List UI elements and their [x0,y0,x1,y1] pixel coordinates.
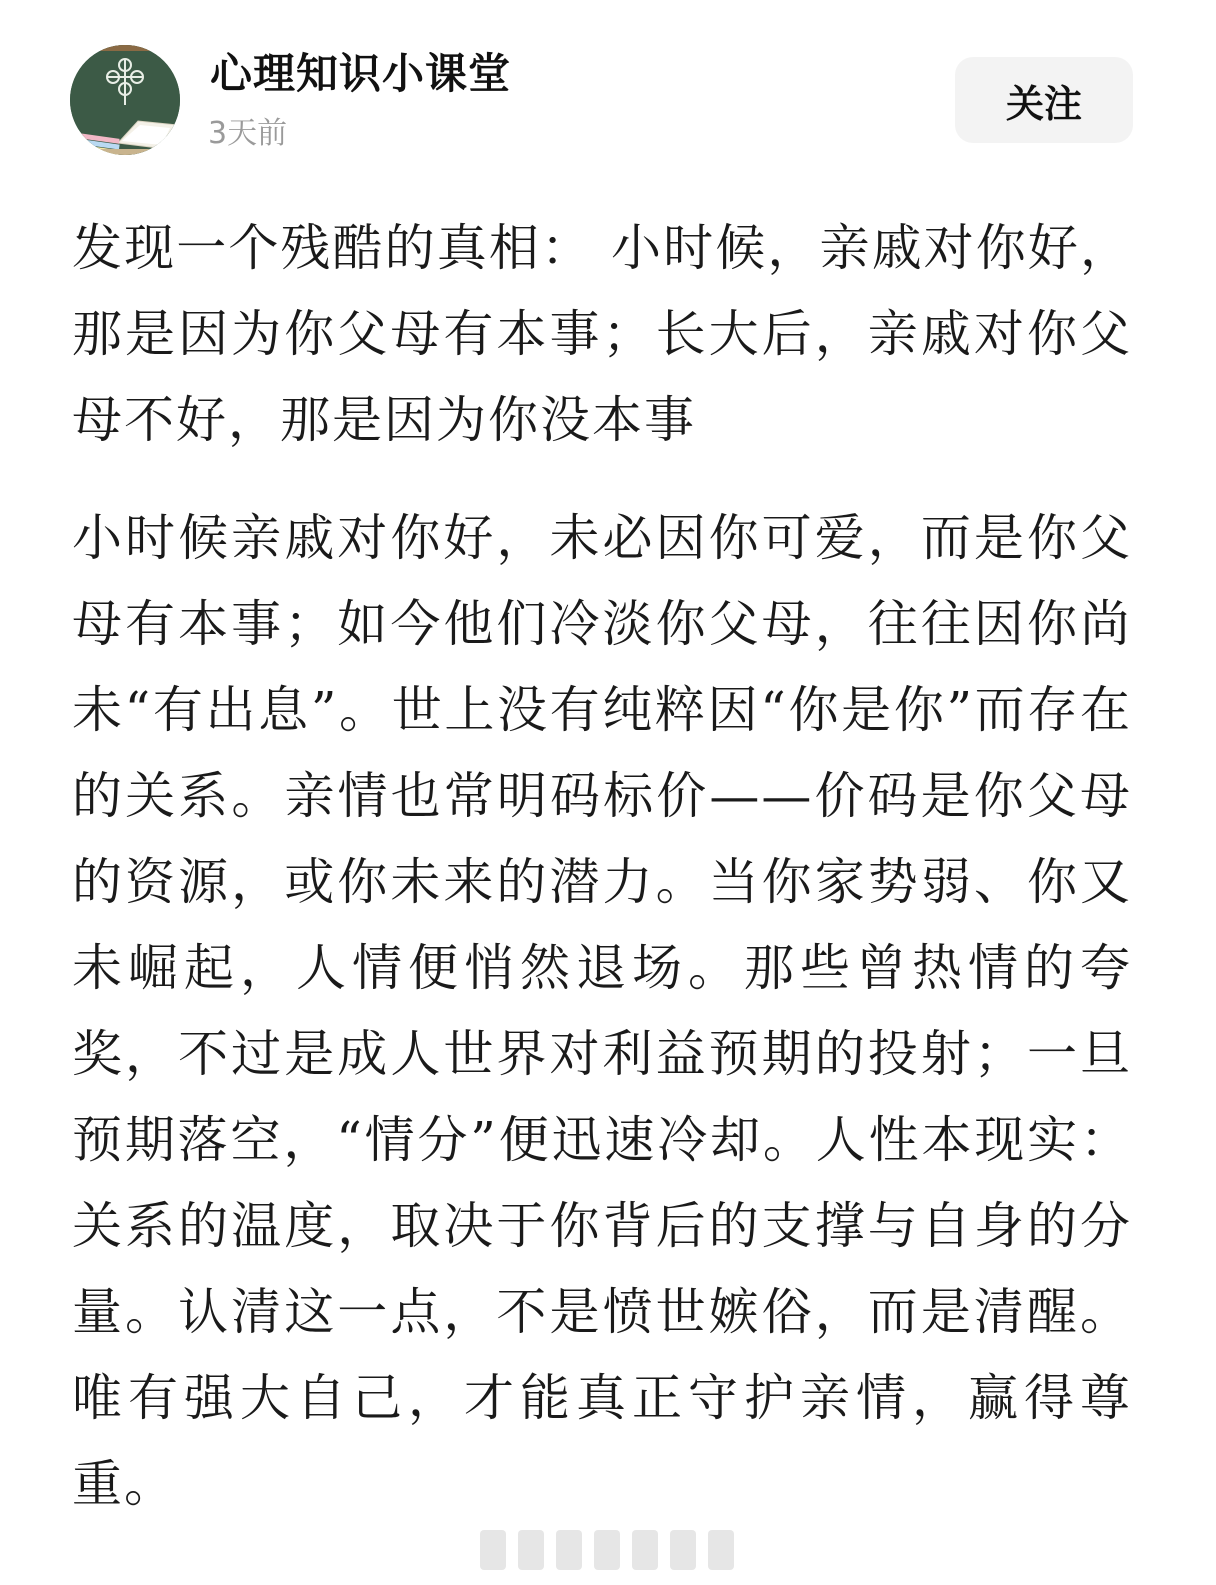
post-timestamp: 3天前 [208,116,288,151]
follow-button[interactable]: 关注 [955,57,1133,143]
account-name[interactable]: 心理知识小课堂 [210,49,512,98]
post-paragraph-2: 小时候亲戚对你好，未必因你可爱，而是你父母有本事；如今他们冷淡你父母，往往因你尚未“有出息”。世上没有纯粹因“你是你”而存在的关系。亲情也常明码标价——价码是你父母的资源，或你未来的潜力。当你家势弱、你又未崛起，人情便悄然退场。那些曾热情的夸奖，不过是成人世界对利益预期的投射；一旦预期落空，“情分”便迅速冷却。人性本现实：关系的温度，取决于你背后的支撑与自身的分量。认清这一点，不是愤世嫉俗，而是清醒。唯有强大自己，才能真正守护亲情，赢得尊重。 [72,509,1132,1513]
post-body [72,205,1132,1527]
watermark-glyph [556,1530,582,1570]
watermark-glyph [518,1530,544,1570]
watermark-glyph [480,1530,506,1570]
chalkboard-avatar-icon [70,45,180,155]
watermark-glyph [594,1530,620,1570]
post-paragraph-1: 发现一个残酷的真相： 小时候，亲戚对你好，那是因为你父母有本事；长大后，亲戚对你父母不好，那是因为你没本事 [72,219,1132,449]
watermark-glyph [708,1530,734,1570]
watermark-glyph [632,1530,658,1570]
post-header [0,0,1216,180]
watermark-glyph [670,1530,696,1570]
watermark [480,1530,734,1570]
author-avatar[interactable] [70,45,180,155]
